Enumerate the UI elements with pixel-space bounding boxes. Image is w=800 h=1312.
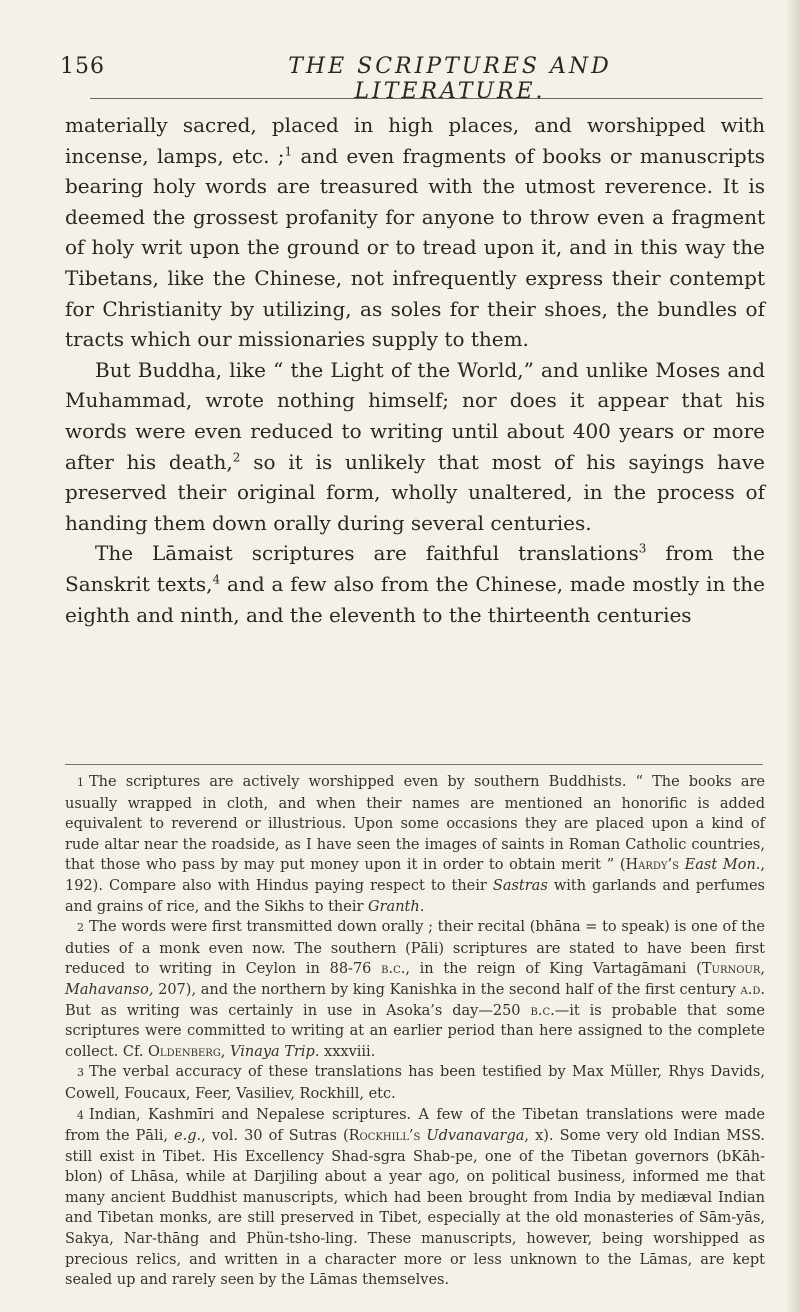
work-title: East Mon. bbox=[684, 857, 761, 874]
author-name: Oldenberg, bbox=[148, 1043, 226, 1060]
footnote-number: 2 bbox=[77, 921, 84, 935]
running-head: THE SCRIPTURES AND LITERATURE. bbox=[288, 54, 612, 104]
text-run: , x). Some very old Indian MSS. still exist in Tibet. His Excellency Shad-sgra Shab-pe, one of the Tibetan governors (bKāh-blon) of Lhāsa, while at Darjiling about a year ago, on political business, informed me that many ancient Buddhist manuscripts, which had been brought from India by mediæval Indian and Tibetan monks, are still preserved in Tibet, especially at the old monasteries of Sām-yās, Sakya, Nar-thāng and Phün-tsho-ling. These manuscripts, however, being worshipped as precious relics, and written in a character more or less unknown to the Lāmas, are kept sealed up and rarely seen by the Lāmas themselves. bbox=[65, 1128, 765, 1289]
text-run: But Buddha, like “ the Light of the World,” and unlike Moses and Muhammad, wrote nothing himself; nor does it appear that his words were even reduced to writing until about 400 years or more after his death, bbox=[65, 357, 765, 474]
page-edge-shadow bbox=[786, 0, 800, 1312]
body-text bbox=[65, 110, 765, 630]
italic-term: Granth bbox=[368, 898, 420, 915]
footnote-number: 1 bbox=[77, 776, 84, 789]
footnotes bbox=[65, 772, 765, 1291]
text-run: and even fragments of books or manuscripts bearing holy words are treasured with the utmost reverence. It is deemed the grossest profanity for anyone to throw even a fragment of holy writ upon the ground or to tread upon it, and in this way the Tibetans, like the Chinese, not infrequently express their contempt for Christianity by utilizing, as soles for their shoes, the bundles of tracts which our missionaries supply to them. bbox=[65, 143, 765, 352]
header-rule bbox=[90, 98, 763, 99]
text-run: The words were first transmitted down orally ; their recital (bhāna = to speak) is one of the duties of a monk even now. The southern (Pāli) scriptures are stated to have been first reduced to writing in Ceylon in 88-76 bbox=[65, 919, 765, 978]
text-run: , in the reign of King Vartagāmani ( bbox=[405, 961, 702, 978]
author-name: Turnour, bbox=[701, 961, 765, 978]
work-title: Udvanavarga bbox=[426, 1128, 525, 1145]
author-name: Hardy’s bbox=[625, 857, 679, 874]
text-run: —it is probable that some scriptures were committed to writing at an earlier period than here assigned to the complete collect. Cf. bbox=[65, 1002, 765, 1060]
era-abbrev: b.c. bbox=[381, 961, 406, 978]
footnote-3 bbox=[65, 1062, 765, 1104]
era-abbrev: b.c. bbox=[530, 1002, 555, 1019]
footnote-number: 4 bbox=[77, 1108, 84, 1122]
italic-term: e.g. bbox=[174, 1128, 202, 1145]
text-run: xxxviii. bbox=[319, 1043, 376, 1060]
text-run: , vol. 30 of Sutras ( bbox=[201, 1128, 349, 1145]
text-run: and a few also from the Chinese, made mostly in the eighth and ninth, and the eleventh to the thirteenth centuries bbox=[65, 571, 765, 627]
work-title: Mahavanso, bbox=[65, 981, 154, 998]
text-run: 207), and the northern by king Kanishka in the second half of the first century bbox=[153, 981, 741, 998]
text-run: so it is unlikely that most of his sayings have preserved their original form, wholly unaltered, in the process of handing them down orally during several centuries. bbox=[65, 449, 765, 535]
footnote-rule bbox=[65, 764, 763, 765]
footnote-4 bbox=[65, 1105, 765, 1291]
text-run: materially sacred, placed in high places, and worshipped with incense, lamps, etc. ; bbox=[65, 113, 765, 168]
work-title: Vinaya Trip. bbox=[230, 1043, 320, 1060]
era-abbrev: a.d. bbox=[740, 981, 765, 998]
footnote-ref-3: 3 bbox=[638, 541, 647, 556]
paragraph-2 bbox=[65, 355, 765, 539]
author-name: Rockhill’s bbox=[348, 1128, 421, 1145]
footnote-2 bbox=[65, 917, 765, 1062]
footnote-1 bbox=[65, 772, 765, 917]
page-header bbox=[60, 46, 765, 104]
footnote-number: 3 bbox=[77, 1066, 84, 1080]
text-run: The Lāmaist scriptures are faithful translations bbox=[95, 541, 639, 566]
page-number: 156 bbox=[60, 54, 105, 79]
footnote-ref-2: 2 bbox=[232, 449, 241, 464]
paragraph-1 bbox=[65, 110, 765, 355]
text-run: The scriptures are actively worshipped even by southern Buddhists. “ The books are usually wrapped in cloth, and when their names are mentioned an honorific is added equivalent to reverend or illustrious. Upon some occasions they are placed upon a kind of rude altar near the roadside, as I have seen the images of saints in Roman Catholic countries, that those who pass by may put money upon it in order to obtain merit ” ( bbox=[65, 774, 765, 874]
paragraph-3 bbox=[65, 538, 765, 630]
italic-term: Sastras bbox=[492, 877, 548, 894]
footnote-ref-4: 4 bbox=[212, 572, 221, 587]
text-run: with garlands and perfumes and grains of rice, and the Sikhs to their bbox=[65, 877, 765, 915]
text-run: . bbox=[419, 898, 425, 915]
footnote-ref-1: 1 bbox=[284, 143, 293, 158]
text-run: , 192). Compare also with Hindus paying respect to their bbox=[65, 857, 765, 894]
text-run: The verbal accuracy of these translations has been testified by Max Müller, Rhys Davids, Cowell, Foucaux, Feer, Vasiliev, Rockhill, etc. bbox=[65, 1064, 765, 1102]
text-run: But as writing was certainly in use in Asoka’s day—250 bbox=[65, 1002, 531, 1019]
text-run: Indian, Kashmīri and Nepalese scriptures. A few of the Tibetan translations were made from the Pāli, bbox=[65, 1106, 765, 1145]
text-run: from the Sanskrit texts, bbox=[65, 541, 766, 596]
